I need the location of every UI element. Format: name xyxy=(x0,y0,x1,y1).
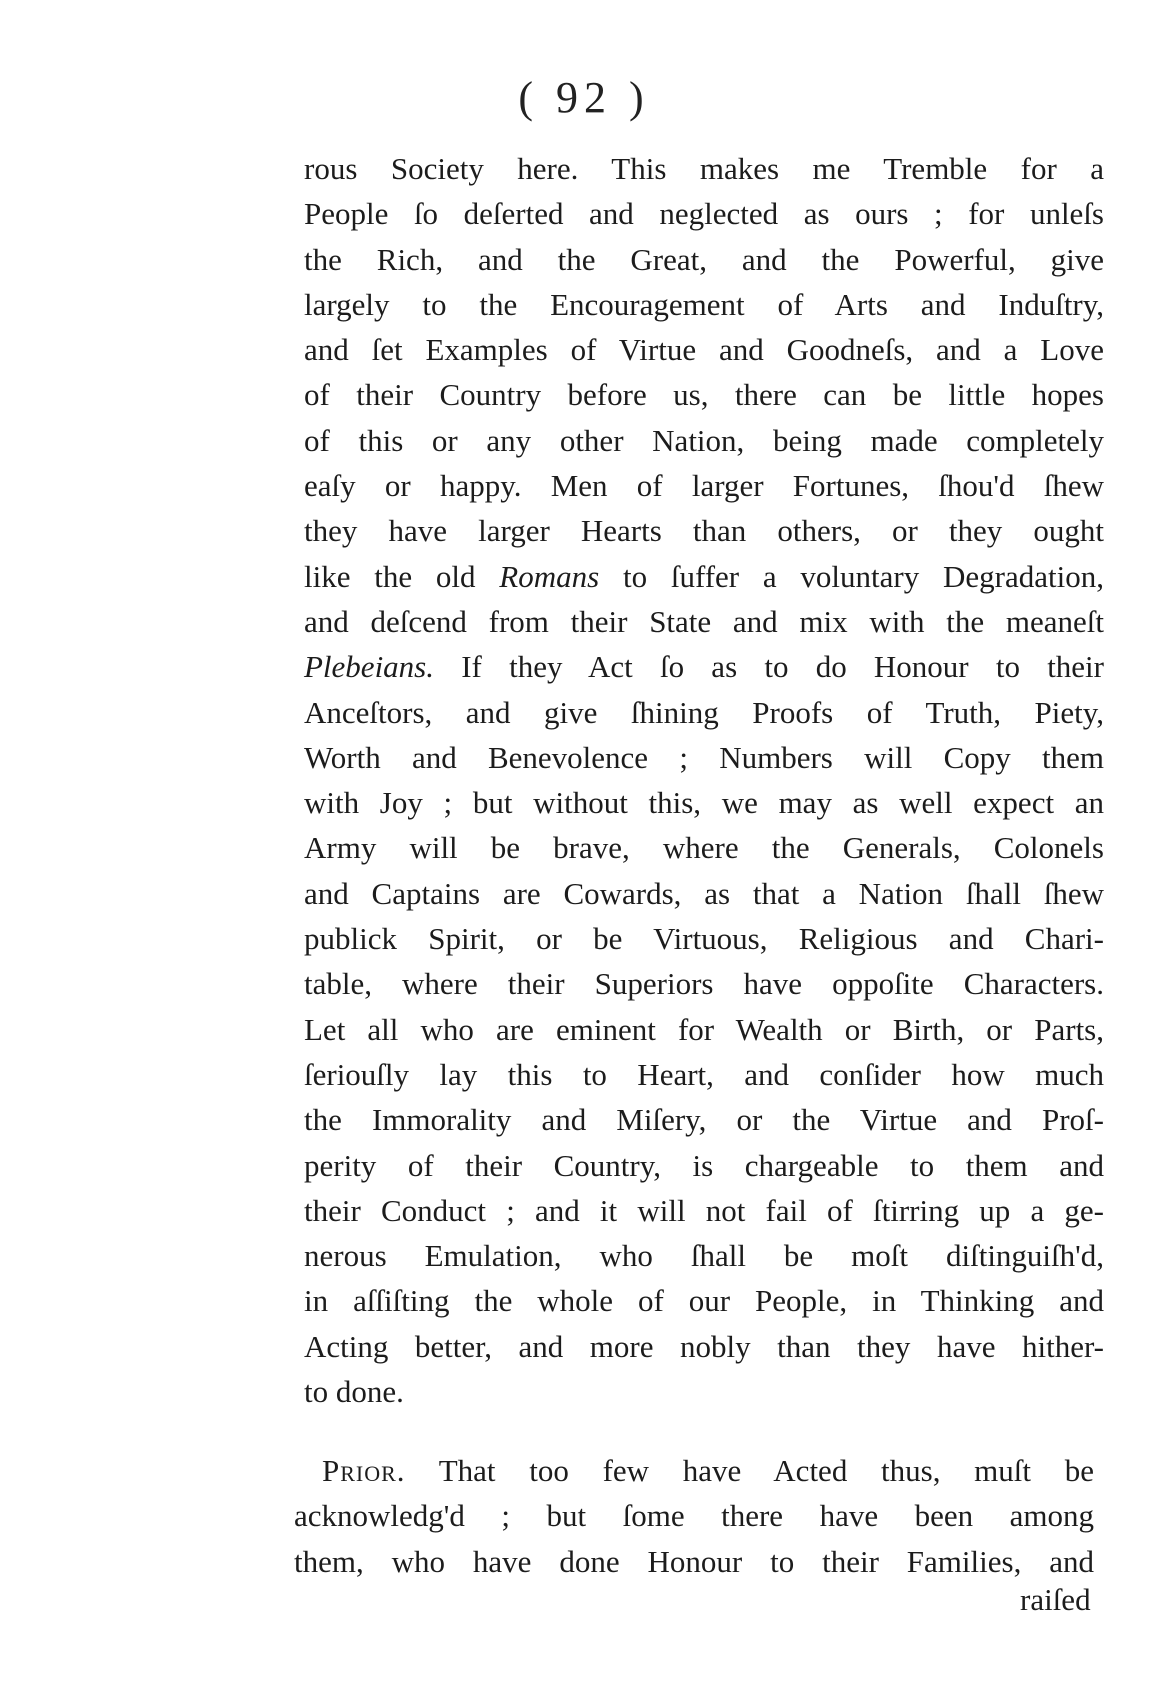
text-line: nerous Emulation, who ſhall be moſt diſtinguiſh'd, xyxy=(304,1238,1104,1274)
text-line: perity of their Country, is chargeable to them and xyxy=(304,1147,1104,1183)
text-line: and deſcend from their State and mix with the meaneſt xyxy=(304,603,1104,639)
text-line: Worth and Benevolence ; Numbers will Copy them xyxy=(304,739,1104,775)
text-line: People ſo deſerted and neglected as ours ; for unleſs xyxy=(304,196,1104,232)
text-line xyxy=(304,644,1104,689)
text-fragment: If they Act ſo as to do Honour to their xyxy=(434,649,1104,685)
text-line xyxy=(294,1448,1094,1493)
italic-word: Romans xyxy=(499,558,600,594)
text-line: eaſy or happy. Men of larger Fortunes, ſhou'd ſhew xyxy=(304,468,1104,504)
text-fragment: like the old xyxy=(304,558,500,594)
text-line: their Conduct ; and it will not fail of ſtirring up a ge- xyxy=(304,1192,1104,1228)
paragraph-1 xyxy=(304,146,1104,1414)
text-line: of their Country before us, there can be little hopes xyxy=(304,377,1104,413)
text-line: acknowledg'd ; but ſome there have been among xyxy=(294,1498,1094,1534)
text-line: Let all who are eminent for Wealth or Birth, or Parts, xyxy=(304,1011,1104,1047)
paragraph-2 xyxy=(294,1448,1094,1584)
speaker-name: Prior. xyxy=(322,1453,406,1488)
italic-word: Plebeians. xyxy=(304,649,434,685)
catchword: raiſed xyxy=(1020,1582,1091,1617)
text-fragment: That too few have Acted thus, muſt be xyxy=(405,1453,1094,1488)
text-line: the Rich, and the Great, and the Powerful, give xyxy=(304,241,1104,277)
text-line: they have larger Hearts than others, or they ought xyxy=(304,513,1104,549)
page-number: ( 92 ) xyxy=(518,73,650,122)
text-line: and Captains are Cowards, as that a Nation ſhall ſhew xyxy=(304,875,1104,911)
text-line: Army will be brave, where the Generals, Colonels xyxy=(304,830,1104,866)
text-line: Anceſtors, and give ſhining Proofs of Truth, Piety, xyxy=(304,694,1104,730)
text-line: publick Spirit, or be Virtuous, Religious and Chari- xyxy=(304,921,1104,957)
text-line xyxy=(304,554,1104,599)
text-line: ſeriouſly lay this to Heart, and conſider how much xyxy=(304,1056,1104,1092)
text-line: rous Society here. This makes me Tremble for a xyxy=(304,151,1104,186)
text-line: and ſet Examples of Virtue and Goodneſs, and a Love xyxy=(304,332,1104,368)
text-line: them, who have done Honour to their Families, and xyxy=(294,1543,1094,1579)
text-line: to done. xyxy=(304,1374,404,1410)
text-line: the Immorality and Miſery, or the Virtue and Proſ- xyxy=(304,1102,1104,1138)
text-line: largely to the Encouragement of Arts and Induſtry, xyxy=(304,286,1104,322)
text-line: table, where their Superiors have oppoſite Characters. xyxy=(304,966,1104,1002)
text-line: with Joy ; but without this, we may as well expect an xyxy=(304,785,1104,821)
text-line: in aſſiſting the whole of our People, in Thinking and xyxy=(304,1283,1104,1319)
text-line: of this or any other Nation, being made completely xyxy=(304,422,1104,458)
text-fragment: to ſuffer a voluntary Degradation, xyxy=(599,558,1104,594)
text-line: Acting better, and more nobly than they have hither- xyxy=(304,1328,1104,1364)
